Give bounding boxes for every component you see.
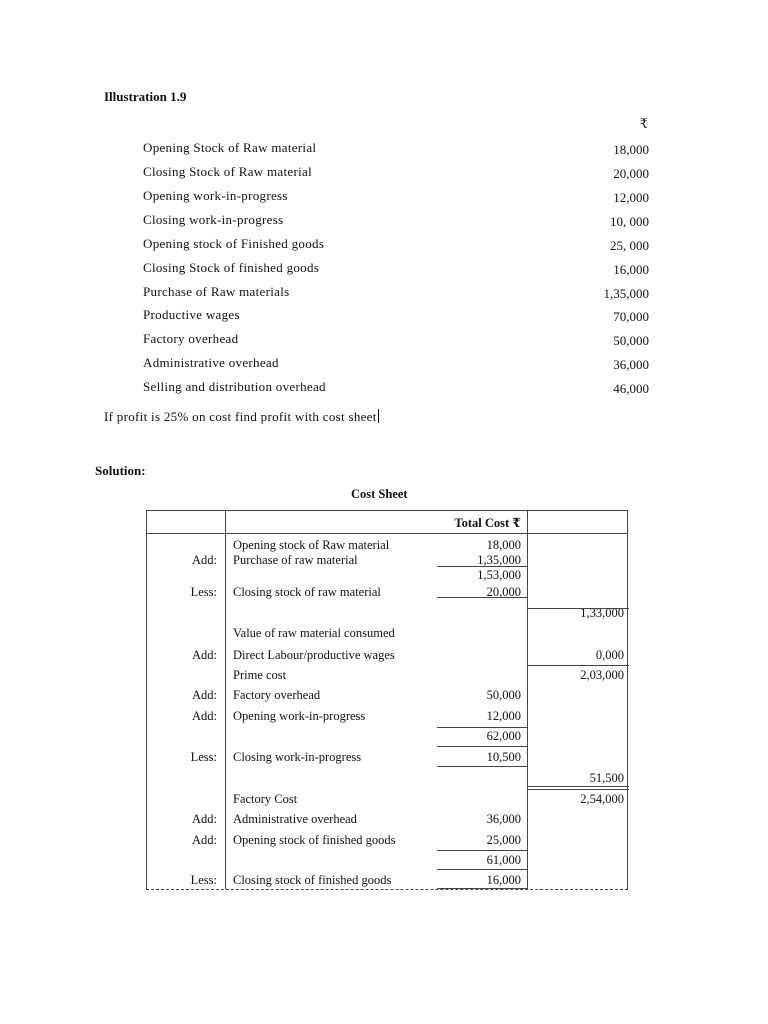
given-item-label: Administrative overhead: [143, 355, 279, 370]
row-description: Closing stock of raw material: [233, 585, 381, 599]
row-total-cost: 16,000: [486, 873, 521, 887]
total-rule: [437, 869, 528, 870]
given-item-label: Closing Stock of finished goods: [143, 260, 320, 275]
row-total-cost: 25,000: [486, 833, 521, 847]
given-item-label: Factory overhead: [143, 331, 239, 346]
row-prefix: Add:: [192, 688, 217, 702]
cost-sheet-title: Cost Sheet: [351, 487, 408, 501]
header-rule: [147, 533, 627, 534]
row-total-cost: 62,000: [486, 729, 521, 743]
row-description: Closing stock of finished goods: [233, 873, 392, 887]
total-rule: [437, 888, 528, 889]
row-total-cost: 12,000: [486, 709, 521, 723]
total-rule: [437, 597, 528, 598]
row-final-amount: 0,000: [595, 648, 624, 662]
total-rule: [528, 665, 629, 666]
total-cost-header: Total Cost ₹: [454, 516, 521, 530]
row-prefix: Add:: [192, 648, 217, 662]
given-item-label: Purchase of Raw materials: [143, 284, 290, 299]
given-item-value: 10, 000: [610, 214, 649, 229]
given-item-value: 50,000: [613, 333, 649, 348]
total-rule: [437, 566, 528, 567]
illustration-title: Illustration 1.9: [104, 89, 187, 104]
row-description: Factory Cost: [233, 792, 298, 806]
row-total-cost: 1,35,000: [477, 553, 521, 567]
row-total-cost: 10,500: [486, 750, 521, 764]
row-description: Purchase of raw material: [233, 553, 358, 567]
total-rule: [437, 746, 528, 747]
row-final-amount: 51,500: [589, 771, 624, 785]
given-item-label: Opening work-in-progress: [143, 188, 288, 203]
row-final-amount: 1,33,000: [580, 606, 624, 620]
total-rule: [528, 789, 629, 790]
divider-vertical: [225, 511, 226, 889]
given-item-value: 46,000: [613, 381, 649, 396]
given-item-label: Productive wages: [143, 307, 240, 322]
row-total-cost: 18,000: [486, 538, 521, 552]
total-rule: [528, 786, 629, 787]
total-rule: [437, 850, 528, 851]
given-item-value: 18,000: [613, 142, 649, 157]
given-item-value: 70,000: [613, 309, 649, 324]
row-total-cost: 1,53,000: [477, 568, 521, 582]
given-item-value: 12,000: [613, 190, 649, 205]
row-description: Value of raw material consumed: [233, 626, 395, 640]
total-rule: [528, 608, 629, 609]
row-total-cost: 61,000: [486, 853, 521, 867]
total-rule: [437, 766, 528, 767]
row-description: Closing work-in-progress: [233, 750, 362, 764]
given-item-value: 25, 000: [610, 238, 649, 253]
given-item-value: 1,35,000: [603, 286, 649, 301]
given-item-value: 16,000: [613, 262, 649, 277]
question-label: If profit is 25% on cost find profit with cost sheet: [104, 409, 377, 424]
row-description: Opening work-in-progress: [233, 709, 366, 723]
total-rule: [437, 727, 528, 728]
row-prefix: Less:: [190, 585, 217, 599]
row-prefix: Less:: [190, 750, 217, 764]
given-item-label: Opening Stock of Raw material: [143, 140, 317, 155]
row-total-cost: 20,000: [486, 585, 521, 599]
row-prefix: Add:: [192, 709, 217, 723]
row-description: Opening stock of finished goods: [233, 833, 396, 847]
row-description: Direct Labour/productive wages: [233, 648, 395, 662]
given-item-value: 36,000: [613, 357, 649, 372]
given-item-label: Closing Stock of Raw material: [143, 164, 313, 179]
row-prefix: Add:: [192, 833, 217, 847]
solution-heading: Solution:: [95, 463, 146, 478]
row-description: Factory overhead: [233, 688, 321, 702]
row-total-cost: 50,000: [486, 688, 521, 702]
divider-vertical: [527, 511, 528, 889]
row-description: Prime cost: [233, 668, 287, 682]
row-final-amount: 2,03,000: [580, 668, 624, 682]
row-description: Opening stock of Raw material: [233, 538, 390, 552]
row-prefix: Less:: [190, 873, 217, 887]
cost-sheet-table: [146, 510, 628, 890]
given-item-label: Opening stock of Finished goods: [143, 236, 325, 251]
given-item-label: Closing work-in-progress: [143, 212, 284, 227]
given-item-label: Selling and distribution overhead: [143, 379, 326, 394]
row-prefix: Add:: [192, 553, 217, 567]
currency-symbol: ₹: [639, 116, 648, 131]
question-text: [104, 409, 379, 425]
row-prefix: Add:: [192, 812, 217, 826]
text-cursor: [378, 409, 379, 423]
row-description: Administrative overhead: [233, 812, 357, 826]
row-total-cost: 36,000: [486, 812, 521, 826]
given-item-value: 20,000: [613, 166, 649, 181]
row-final-amount: 2,54,000: [580, 792, 624, 806]
